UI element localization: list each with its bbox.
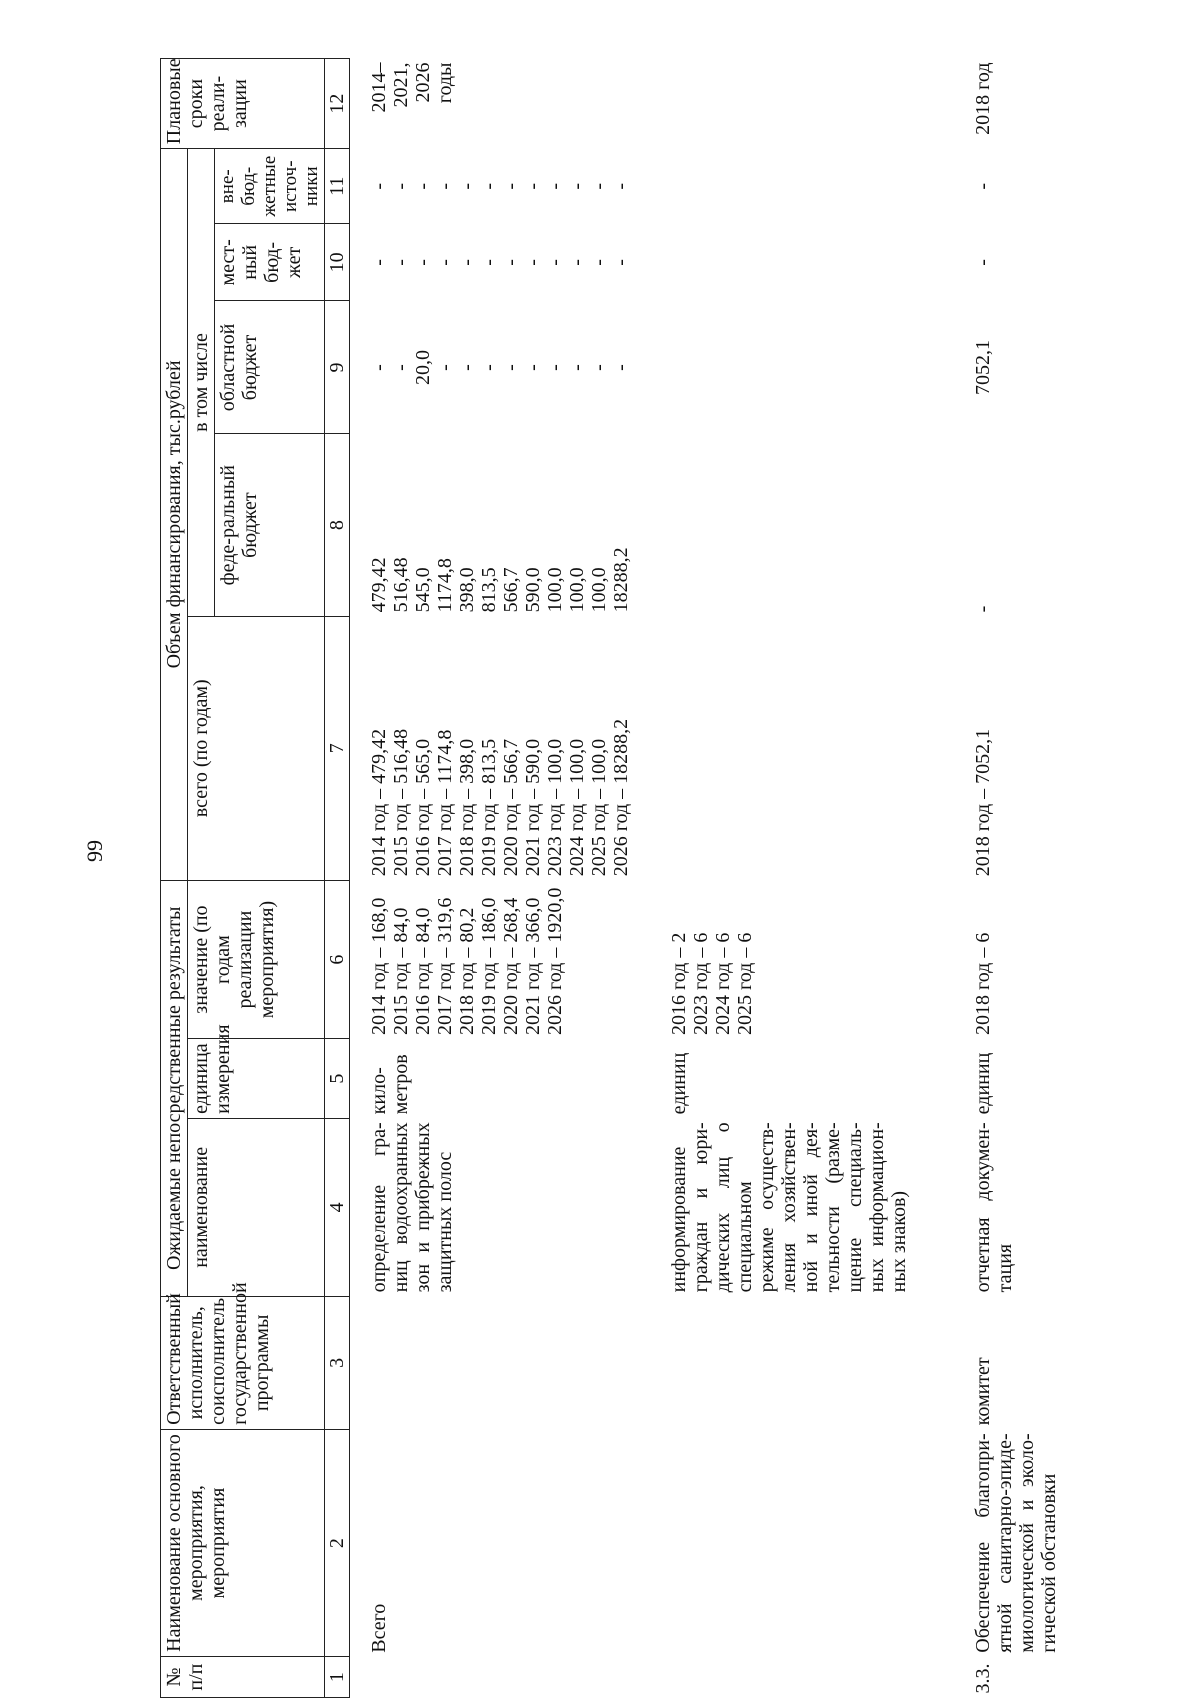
header-result-value: значение (по годам реализации мероприятия) [188, 880, 325, 1039]
column-number: 2 [325, 1429, 350, 1656]
local-budget-line: - [368, 259, 390, 266]
header-financing-total: всего (по годам) [188, 616, 325, 880]
financing-total-line: 2017 год – 1174,8 [434, 729, 456, 877]
table-row [350, 59, 635, 1698]
federal-budget-line: 100,0 [566, 567, 588, 613]
column-number: 4 [325, 1118, 350, 1296]
extrabudgetary [634, 149, 912, 224]
column-number: 9 [325, 301, 350, 434]
planned-terms: 2018 год [972, 62, 994, 135]
extrabudgetary-line: - [588, 182, 610, 190]
federal-budget-line: 18288,2 [610, 547, 632, 613]
header-regional-budget: областной бюджет [215, 301, 325, 434]
header-extrabudgetary: вне-бюд-жетные источ-ники [215, 149, 325, 224]
planned-terms: 2014–2021, 2026 годы [368, 62, 456, 113]
local-budget-line: - [972, 259, 994, 266]
extrabudgetary-line: - [972, 182, 994, 190]
result-values-line: 2018 год – 6 [972, 932, 994, 1035]
header-financing: Объем финансирования, тыс.рублей [161, 149, 188, 881]
financing-total-line: 2025 год – 100,0 [588, 738, 610, 877]
financing-total-line: 2016 год – 565,0 [412, 738, 434, 877]
result-values [350, 880, 635, 1039]
result-values-line: 2019 год – 186,0 [478, 897, 500, 1035]
regional-budget [912, 301, 1062, 434]
regional-budget-line: - [368, 364, 390, 371]
result-values-line: 2025 год – 6 [734, 932, 756, 1035]
column-number: 1 [325, 1657, 350, 1698]
activity-name [634, 1429, 912, 1656]
regional-budget-line: - [456, 364, 478, 371]
header-name: Наименование основного мероприятия, мероприятия [161, 1429, 325, 1656]
row-number: 3.3. [972, 1663, 994, 1694]
regional-budget-line: - [478, 364, 500, 371]
result-unit: единиц [668, 1052, 690, 1115]
federal-budget [634, 434, 912, 616]
local-budget [912, 224, 1062, 301]
extrabudgetary-line: - [456, 182, 478, 190]
extrabudgetary-line: - [522, 182, 544, 190]
regional-budget-line: - [434, 364, 456, 371]
header-terms: Плановые сроки реали-зации [161, 59, 325, 149]
federal-budget-line: 398,0 [456, 567, 478, 613]
regional-budget [350, 301, 635, 434]
result-values-line: 2015 год – 84,0 [390, 907, 412, 1035]
federal-budget-line: 100,0 [544, 567, 566, 613]
extrabudgetary-line: - [500, 182, 522, 190]
financing-total-line: 2015 год – 516,48 [390, 728, 412, 877]
result-values-line: 2024 год – 6 [712, 932, 734, 1035]
result-values-line: 2026 год – 1920,0 [544, 887, 566, 1035]
result-name: определение гра-ниц водоохранных зон и прибрежных защитных полос [368, 1122, 456, 1293]
federal-budget-line: 1174,8 [434, 558, 456, 613]
header-result-unit: единица измерения [188, 1039, 325, 1118]
federal-budget-line: 590,0 [522, 567, 544, 613]
financing-total-line: 2019 год – 813,5 [478, 738, 500, 877]
planned-terms [634, 59, 912, 149]
column-number: 10 [325, 224, 350, 301]
column-number: 5 [325, 1039, 350, 1118]
financing-total-line: 2014 год – 479,42 [368, 728, 390, 877]
regional-budget-line: 7052,1 [972, 339, 994, 395]
table-header [161, 59, 350, 1698]
extrabudgetary-line: - [412, 182, 434, 190]
financing-table [160, 58, 1062, 1698]
federal-budget-line: 479,42 [368, 557, 390, 613]
regional-budget-line: - [500, 364, 522, 371]
result-values [912, 880, 1062, 1039]
federal-budget-line: 813,5 [478, 567, 500, 613]
activity-name: Всего [368, 1603, 390, 1653]
local-budget [634, 224, 912, 301]
result-values-line: 2021 год – 366,0 [522, 897, 544, 1035]
federal-budget-line: 545,0 [412, 567, 434, 613]
regional-budget-line: - [566, 364, 588, 371]
header-executor: Ответственный исполнитель, соисполнитель государственной программы [161, 1296, 325, 1429]
header-federal-budget: феде-ральный бюджет [215, 434, 325, 616]
regional-budget-line: - [390, 364, 412, 371]
financing-total [350, 616, 635, 880]
result-values-line: 2016 год – 2 [668, 932, 690, 1035]
column-number-row [325, 59, 350, 1698]
financing-total-line: 2018 год – 398,0 [456, 738, 478, 877]
local-budget-line: - [412, 259, 434, 266]
extrabudgetary-line: - [566, 182, 588, 190]
result-name: информирование граждан и юри-дических лиц о специальном режиме осуществ-ления хозяйствен-ной и иной дея-тельности (разме-щение специаль-ных информацион-ных знаков) [668, 1122, 910, 1293]
extrabudgetary [912, 149, 1062, 224]
result-values-line: 2020 год – 268,4 [500, 897, 522, 1035]
result-values-line: 2016 год – 84,0 [412, 907, 434, 1035]
financing-total-line: 2018 год – 7052,1 [972, 728, 994, 877]
federal-budget-line: 516,48 [390, 557, 412, 613]
federal-budget-line: 100,0 [588, 567, 610, 613]
local-budget-line: - [588, 259, 610, 266]
extrabudgetary-line: - [434, 182, 456, 190]
federal-budget-line: 566,7 [500, 567, 522, 613]
page-number: 99 [82, 840, 107, 862]
column-number: 8 [325, 434, 350, 616]
financing-total-line: 2021 год – 590,0 [522, 738, 544, 877]
column-number: 12 [325, 59, 350, 149]
federal-budget [912, 434, 1062, 616]
extrabudgetary-line: - [610, 182, 632, 190]
activity-name: Обеспечение благопри-ятной санитарно-эпиде-миологической и эколо-гической обстановки [972, 1433, 1060, 1653]
executor: комитет [972, 1357, 994, 1426]
executor [634, 1296, 912, 1429]
local-budget-line: - [390, 259, 412, 266]
column-number: 7 [325, 616, 350, 880]
row-number [350, 1657, 635, 1698]
financing-total-line: 2023 год – 100,0 [544, 738, 566, 877]
local-budget-line: - [566, 259, 588, 266]
local-budget-line: - [610, 259, 632, 266]
regional-budget [634, 301, 912, 434]
extrabudgetary-line: - [478, 182, 500, 190]
extrabudgetary-line: - [368, 182, 390, 190]
result-name: отчетная докумен-тация [972, 1122, 1016, 1293]
column-number: 3 [325, 1296, 350, 1429]
federal-budget-line: - [972, 605, 994, 613]
result-values-line: 2017 год – 319,6 [434, 897, 456, 1035]
extrabudgetary-line: - [390, 182, 412, 190]
result-unit: кило-метров [368, 1054, 412, 1115]
result-values [634, 880, 912, 1039]
result-values-line: 2023 год – 6 [690, 932, 712, 1035]
table-body [350, 59, 1063, 1698]
local-budget-line: - [500, 259, 522, 266]
local-budget-line: - [522, 259, 544, 266]
result-unit: единиц [972, 1052, 994, 1115]
local-budget-line: - [478, 259, 500, 266]
regional-budget-line: - [544, 364, 566, 371]
header-result-name: наименование [188, 1118, 325, 1296]
header-expected-results: Ожидаемые непосредственные результаты [161, 880, 188, 1296]
result-values-line: 2018 год – 80,2 [456, 907, 478, 1035]
financing-total [634, 616, 912, 880]
regional-budget-line: - [588, 364, 610, 371]
extrabudgetary [350, 149, 635, 224]
extrabudgetary-line: - [544, 182, 566, 190]
column-number: 11 [325, 149, 350, 224]
header-no: № п/п [161, 1657, 325, 1698]
regional-budget-line: - [610, 364, 632, 371]
federal-budget [350, 434, 635, 616]
regional-budget-line: - [522, 364, 544, 371]
financing-total-line: 2026 год – 18288,2 [610, 718, 632, 877]
header-financing-including: в том числе [188, 149, 215, 617]
table-row [634, 59, 912, 1698]
local-budget-line: - [434, 259, 456, 266]
regional-budget-line: 20,0 [412, 349, 434, 385]
local-budget-line: - [456, 259, 478, 266]
local-budget-line: - [544, 259, 566, 266]
local-budget [350, 224, 635, 301]
financing-total-line: 2024 год – 100,0 [566, 738, 588, 877]
column-number: 6 [325, 880, 350, 1039]
header-local-budget: мест-ный бюд-жет [215, 224, 325, 301]
financing-total-line: 2020 год – 566,7 [500, 738, 522, 877]
executor [350, 1296, 635, 1429]
financing-total [912, 616, 1062, 880]
table-row [912, 59, 1062, 1698]
row-number [634, 1657, 912, 1698]
result-values-line: 2014 год – 168,0 [368, 897, 390, 1035]
